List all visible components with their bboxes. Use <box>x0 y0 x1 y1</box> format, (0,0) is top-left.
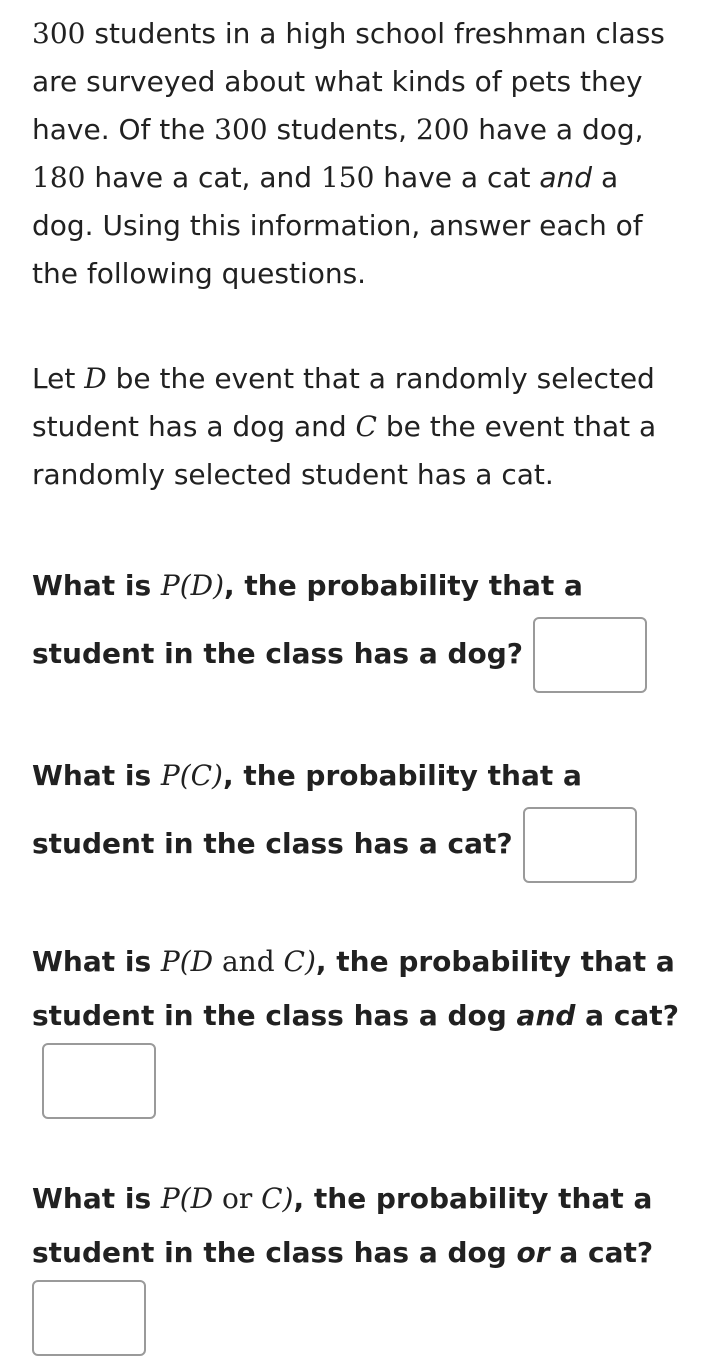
answer-box-p-d-or-c[interactable] <box>32 1280 146 1356</box>
answer-box-p-d-and-c[interactable] <box>42 1043 156 1119</box>
dog-count: 200 <box>415 113 470 146</box>
event-c: C <box>355 410 377 443</box>
question-p-c: What is P(C), the probability that a student in the class has a cat? <box>32 745 687 883</box>
math-p-c: P(C) <box>160 759 223 792</box>
question-p-d-and-c: What is P(D and C), the probability that a student in the class has a dog and a cat? <box>32 935 687 1119</box>
cat-count: 180 <box>32 161 86 194</box>
event-d: D <box>84 362 107 395</box>
answer-box-p-c[interactable] <box>523 807 637 883</box>
intro-paragraph: 300 students in a high school freshman class are surveyed about what kinds of pets they have. Of the 300 students, 200 have a dog, 180 have a cat, and 150 have a cat and a dog. Using this information, answer each of the following questions. <box>32 17 665 290</box>
definitions-paragraph: Let D be the event that a randomly selected student has a dog and C be the event that a randomly selected student has a cat. <box>32 362 657 491</box>
total-count-2: 300 <box>214 113 268 146</box>
question-p-d: What is P(D), the probability that a student in the class has a dog? <box>32 555 687 693</box>
math-p-d: P(D) <box>160 569 224 602</box>
question-p-d-or-c: What is P(D or C), the probability that a student in the class has a dog or a cat? <box>32 1172 687 1356</box>
both-count: 150 <box>320 161 375 194</box>
answer-box-p-d[interactable] <box>533 617 647 693</box>
total-count: 300 <box>32 17 86 50</box>
